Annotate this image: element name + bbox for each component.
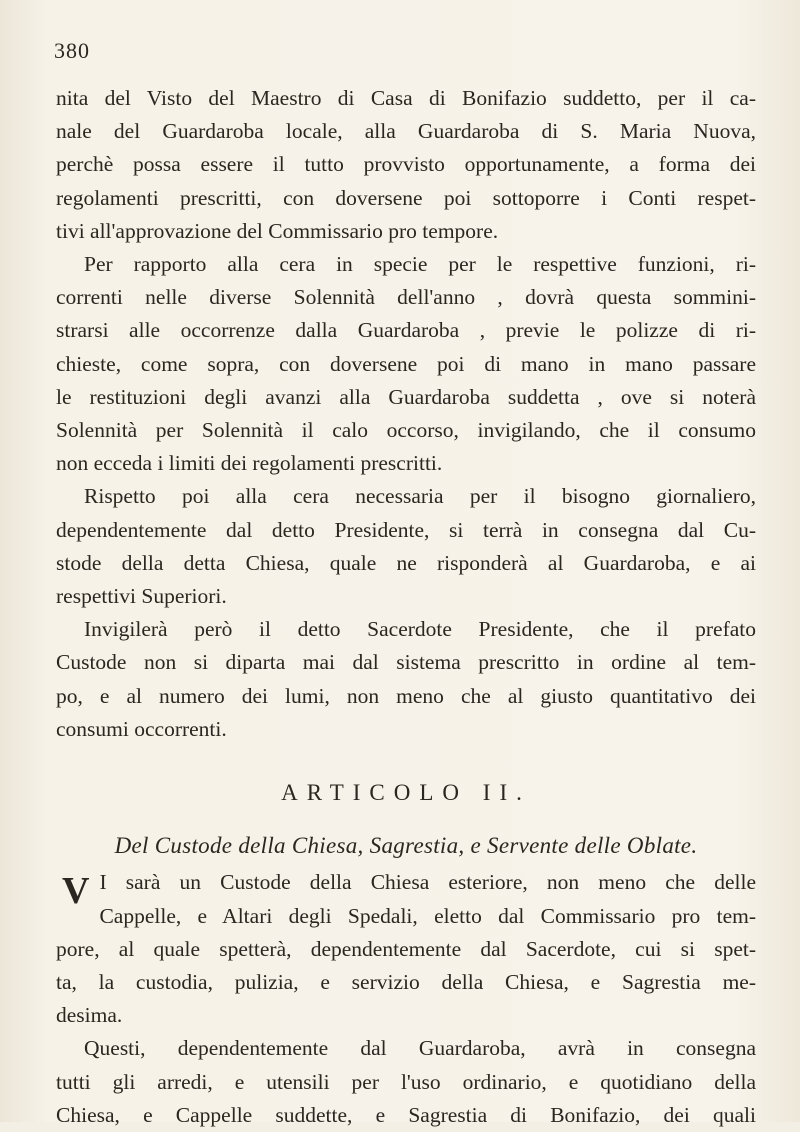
text-line: respettivi Superiori.	[56, 584, 227, 609]
text-line: strarsi alle occorrenze dalla Guardaroba , previe le polizze di ri-	[56, 318, 756, 343]
text-line: Custode non si diparta mai dal sistema prescritto in ordine al tem-	[56, 650, 756, 675]
text-line: ta, la custodia, pulizia, e servizio della Chiesa, e Sagrestia me-	[56, 970, 756, 995]
text-line: tivi all'approvazione del Commissario pro tempore.	[56, 218, 499, 243]
text-line: Cappelle, e Altari degli Spedali, eletto dal Commissario pro tem-	[99, 903, 756, 928]
article-paragraph	[56, 866, 756, 1032]
article-subheading: Del Custode della Chiesa, Sagrestia, e Servente delle Oblate.	[114, 833, 698, 859]
text-line: desima.	[56, 1003, 123, 1028]
text-line: correnti nelle diverse Solennità dell'anno , dovrà questa sommini-	[56, 285, 756, 310]
text-line: Chiesa, e Cappelle suddette, e Sagrestia di Bonifazio, dei quali	[56, 1102, 756, 1127]
text-line: Per rapporto alla cera in specie per le respettive funzioni, ri-	[84, 252, 756, 277]
text-line: I sarà un Custode della Chiesa esteriore, non meno che delle	[99, 870, 756, 895]
text-line: dependentemente dal detto Presidente, si terrà in consegna dal Cu-	[56, 517, 756, 542]
body-text	[56, 82, 756, 1132]
text-line: Rispetto poi alla cera necessaria per il bisogno giornaliero,	[84, 484, 756, 509]
drop-cap: V	[62, 870, 90, 913]
text-line: Questi, dependentemente dal Guardaroba, avrà in consegna	[84, 1036, 756, 1061]
text-line: tutti gli arredi, e utensili per l'uso ordinario, e quotidiano della	[56, 1069, 756, 1094]
text-line: consumi occorrenti.	[56, 716, 227, 741]
text-line: Solennità per Solennità il calo occorso, invigilando, che il consumo	[56, 418, 756, 443]
text-line: chieste, come sopra, con doversene poi di mano in mano passare	[56, 351, 756, 376]
text-line: nita del Visto del Maestro di Casa di Bonifazio suddetto, per il ca-	[56, 86, 756, 110]
article-heading: ARTICOLO II.	[281, 780, 531, 806]
text-line: Invigilerà però il detto Sacerdote Presidente, che il prefato	[84, 617, 756, 642]
text-line: perchè possa essere il tutto provvisto opportunamente, a forma dei	[56, 152, 756, 177]
text-line: regolamenti prescritti, con doversene poi sottoporre i Conti respet-	[56, 185, 756, 210]
text-line: stode della detta Chiesa, quale ne risponderà al Guardaroba, e ai	[56, 550, 756, 575]
page-number: 380	[54, 38, 90, 63]
text-line: non ecceda i limiti dei regolamenti prescritti.	[56, 451, 443, 476]
text-line: le restituzioni degli avanzi alla Guardaroba suddetta , ove si noterà	[56, 384, 756, 409]
text-line: pore, al quale spetterà, dependentemente dal Sacerdote, cui si spet-	[56, 936, 756, 961]
text-line: nale del Guardaroba locale, alla Guardaroba di S. Maria Nuova,	[56, 119, 756, 144]
text-line: po, e al numero dei lumi, non meno che al giusto quantitativo dei	[56, 683, 756, 708]
